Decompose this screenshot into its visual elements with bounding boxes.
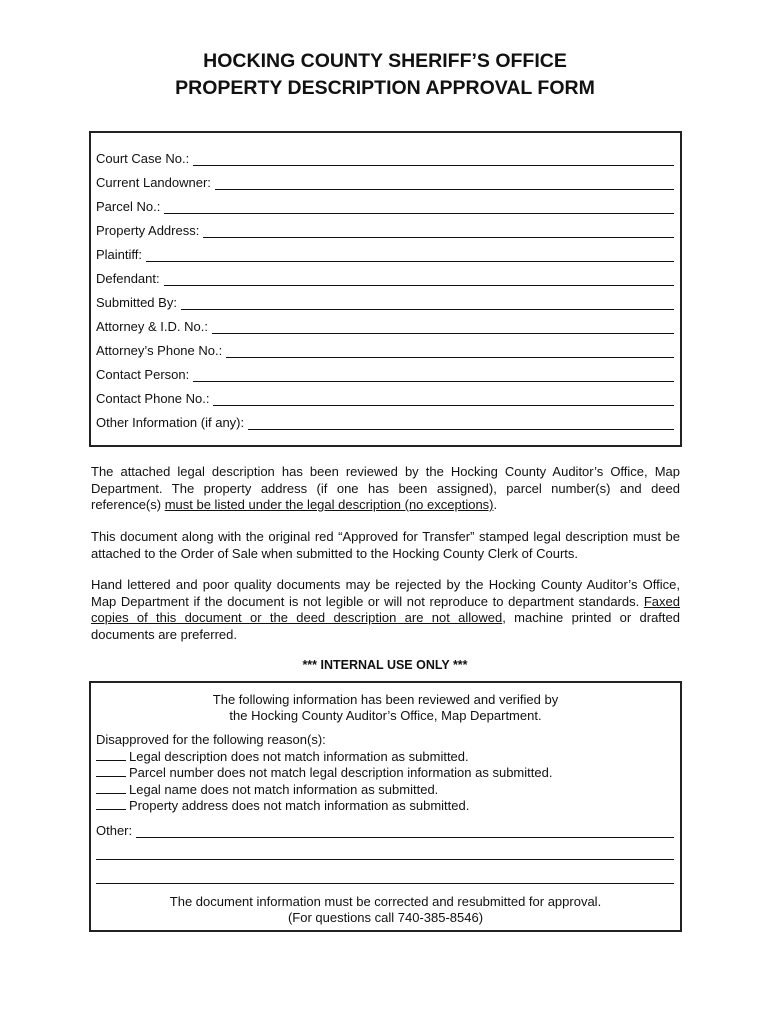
reason-item [96,782,552,799]
form-title-line1: HOCKING COUNTY SHERIFF’S OFFICE [203,50,567,72]
field-label: Court Case No.: [96,151,190,166]
fill-line[interactable] [213,393,674,406]
fill-line[interactable] [248,417,674,430]
fill-line[interactable] [212,321,674,334]
field-label: Attorney’s Phone No.: [96,343,223,358]
fill-line[interactable] [164,273,674,286]
fill-line[interactable] [193,153,674,166]
paragraph-attachment-notice: This document along with the original red “Approved for Transfer” stamped legal description must be attached to the Order of Sale when submitted to the Hocking County Clerk of Courts. [91,529,680,561]
text: Hand lettered and poor quality documents may be rejected by the Hocking County Auditor’s Office, Map Department if the document is not legible or will not reproduce to department standards. [91,577,680,609]
field-label: Contact Person: [96,367,190,382]
field-label: Defendant: [96,271,160,286]
reason-text: Legal description does not match information as submitted. [129,748,469,764]
field-label: Contact Phone No.: [96,391,210,406]
fill-line[interactable] [193,369,674,382]
fill-line[interactable] [226,345,674,358]
field-other-information[interactable] [96,412,674,430]
form-title-line2: PROPERTY DESCRIPTION APPROVAL FORM [175,77,595,99]
field-current-landowner[interactable] [96,172,674,190]
paragraph-quality-notice [91,577,680,643]
reviewed-line-1: The following information has been reviewed and verified by [212,692,559,707]
field-attorney-id[interactable] [96,316,674,334]
field-plaintiff[interactable] [96,244,674,262]
field-label: Other Information (if any): [96,415,245,430]
fill-line[interactable] [203,225,674,238]
reason-text: Parcel number does not match legal description information as submitted. [129,765,553,780]
text: . [493,497,498,512]
text: The attached legal description has been reviewed by the Hocking County Auditor’s Office, Map Department. The property address (if one has been assigned), parcel number(s) and deed reference(s) [91,464,680,512]
fill-line[interactable] [215,177,674,190]
field-label: Attorney & I.D. No.: [96,319,208,334]
underlined-text: Faxed copies of this document or the deed description are not allowed [91,593,680,625]
reason-text: Property address does not match information as submitted. [129,798,470,813]
fill-line[interactable] [136,825,674,838]
field-contact-person[interactable] [96,364,674,382]
paragraph-review-notice [91,464,680,514]
internal-use-heading: *** INTERNAL USE ONLY *** [302,658,468,672]
field-label: Other: [96,823,133,838]
field-label: Parcel No.: [96,199,161,214]
field-attorney-phone[interactable] [96,340,674,358]
field-other[interactable] [96,820,674,838]
other-extra-line-1[interactable] [96,859,674,860]
checkbox-blank[interactable] [96,749,126,761]
field-label: Submitted By: [96,295,177,310]
reason-item [96,765,552,782]
field-defendant[interactable] [96,268,674,286]
footer-line-2: (For questions call 740-385-8546) [287,910,484,925]
field-label: Property Address: [96,223,200,238]
checkbox-blank[interactable] [96,782,126,794]
footer-line-1: The document information must be corrected and resubmitted for approval. [169,894,602,909]
fill-line[interactable] [164,201,674,214]
reason-item [96,798,552,815]
field-court-case-no[interactable] [96,148,674,166]
underlined-text: must be listed under the legal description (no exceptions) [164,497,494,512]
fill-line[interactable] [146,249,674,262]
disapproved-heading: Disapproved for the following reason(s): [96,732,326,747]
field-submitted-by[interactable] [96,292,674,310]
reason-item [96,749,552,766]
checkbox-blank[interactable] [96,765,126,777]
field-label: Current Landowner: [96,175,211,190]
field-property-address[interactable] [96,220,674,238]
fill-line[interactable] [181,297,674,310]
reviewed-line-2: the Hocking County Auditor’s Office, Map Department. [229,708,542,723]
reason-text: Legal name does not match information as submitted. [129,781,439,797]
field-label: Plaintiff: [96,247,143,262]
text: , machine printed or drafted documents are preferred. [91,610,680,642]
disapproval-reasons [96,732,552,815]
checkbox-blank[interactable] [96,798,126,810]
field-parcel-no[interactable] [96,196,674,214]
field-contact-phone[interactable] [96,388,674,406]
other-extra-line-2[interactable] [96,883,674,884]
